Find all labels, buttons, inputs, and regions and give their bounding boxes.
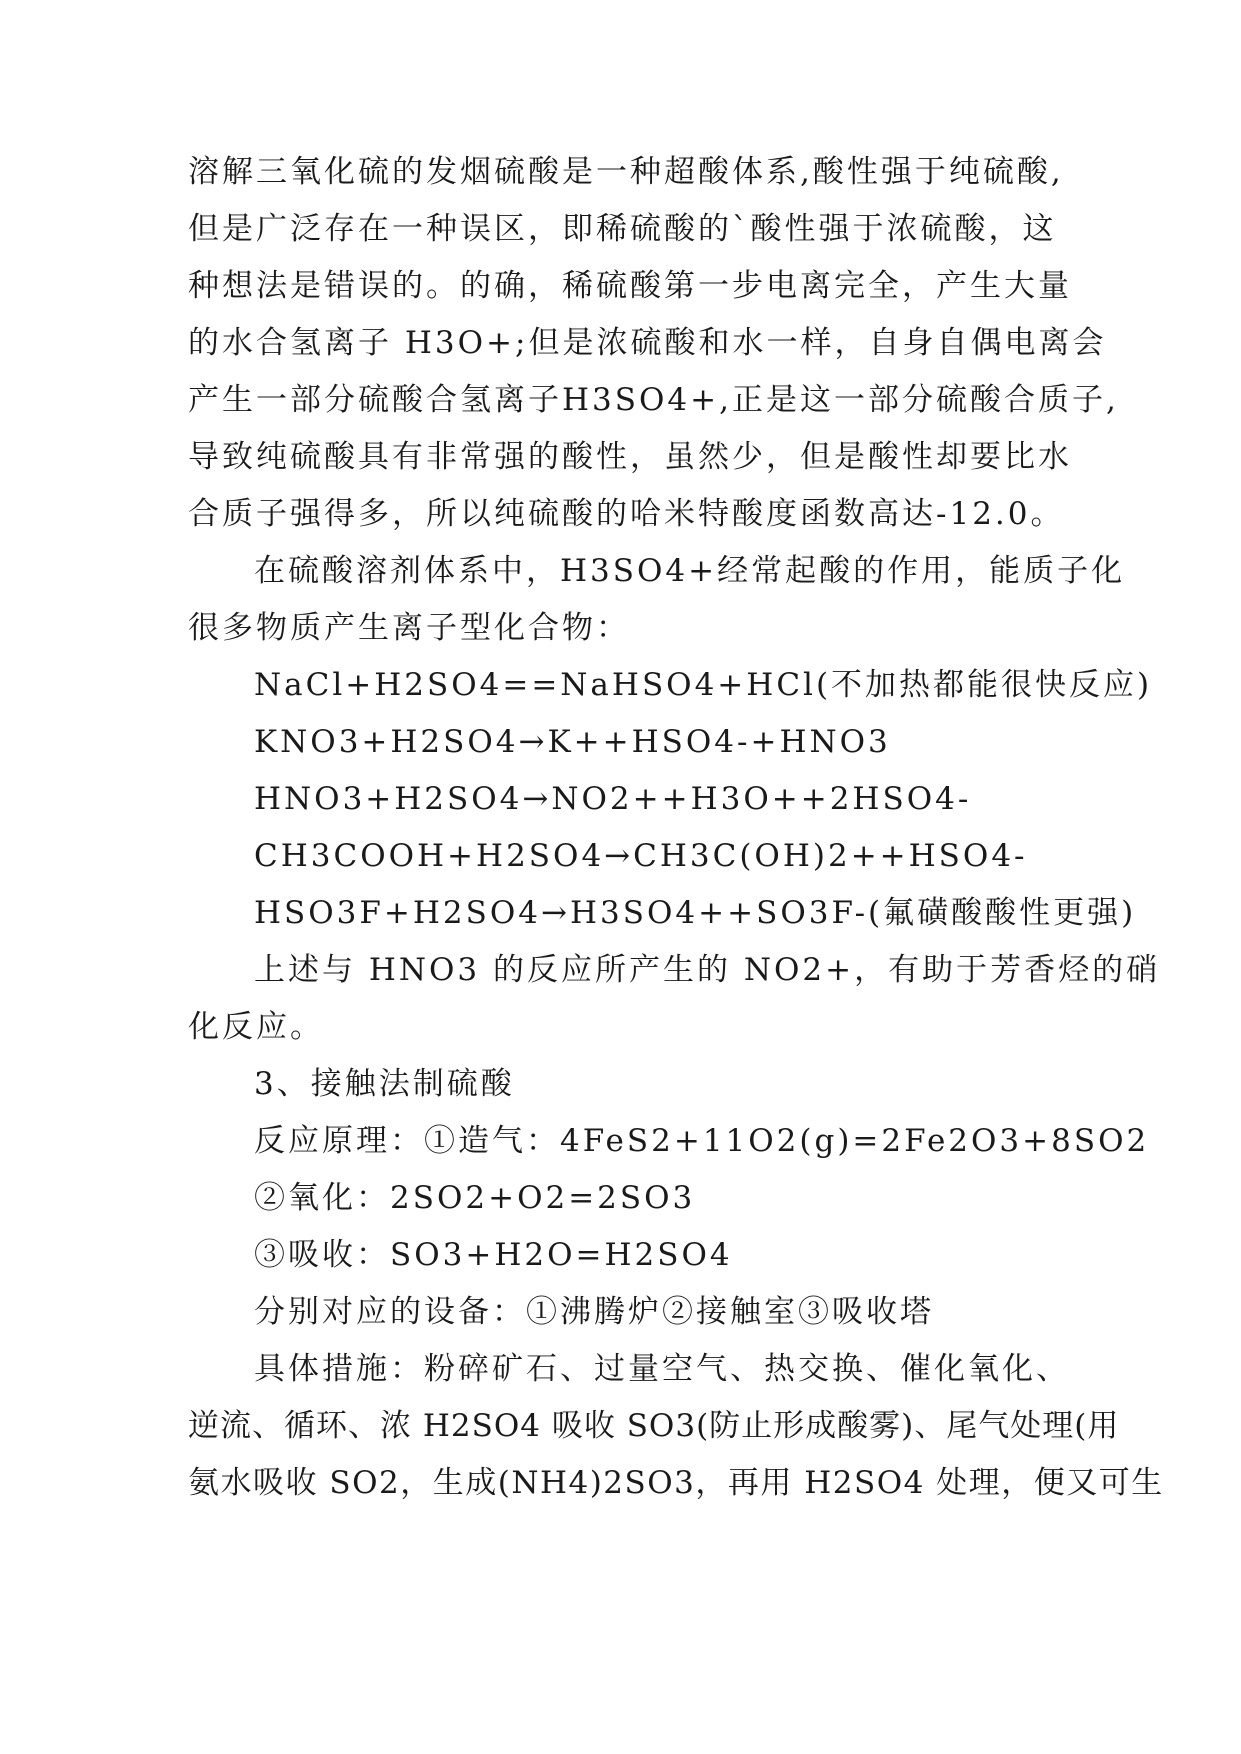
paragraph-line: ③吸收：SO3+H2O=H2SO4 [254,1237,733,1273]
paragraph-line: 产生一部分硫酸合氢离子H3SO4+,正是这一部分硫酸合质子, [188,382,1119,418]
paragraph-line: ②氧化：2SO2+O2=2SO3 [254,1180,696,1216]
paragraph-line: 上述与 HNO3 的反应所产生的 NO2+，有助于芳香烃的硝 [254,952,1161,988]
paragraph-line: 分别对应的设备：①沸腾炉②接触室③吸收塔 [254,1294,934,1330]
paragraph-line: 导致纯硫酸具有非常强的酸性，虽然少，但是酸性却要比水 [188,439,1072,475]
equation-line: HNO3+H2SO4→NO2++H3O++2HSO4- [254,781,972,817]
paragraph-line: 化反应。 [188,1009,324,1045]
paragraph-line: 反应原理：①造气：4FeS2+11O2(g)=2Fe2O3+8SO2 [254,1123,1150,1159]
equation-line: KNO3+H2SO4→K++HSO4-+HNO3 [254,724,891,760]
paragraph-line: 的水合氢离子 H3O+;但是浓硫酸和水一样，自身自偶电离会 [188,325,1107,361]
paragraph-line: 逆流、循环、浓 H2SO4 吸收 SO3(防止形成酸雾)、尾气处理(用 [188,1408,1120,1444]
paragraph-line: 合质子强得多，所以纯硫酸的哈米特酸度函数高达-12.0。 [188,496,1065,532]
paragraph-line: 种想法是错误的。的确，稀硫酸第一步电离完全，产生大量 [188,268,1072,304]
section-heading: 3、接触法制硫酸 [254,1066,515,1102]
paragraph-line: 氨水吸收 SO2，生成(NH4)2SO3，再用 H2SO4 处理，便又可生 [188,1465,1164,1501]
paragraph-line: 具体措施：粉碎矿石、过量空气、热交换、催化氧化、 [254,1351,1070,1387]
paragraph-line: 但是广泛存在一种误区，即稀硫酸的`酸性强于浓硫酸，这 [188,211,1057,247]
equation-line: HSO3F+H2SO4→H3SO4++SO3F-(氟磺酸酸性更强) [254,895,1137,931]
paragraph-line: 溶解三氧化硫的发烟硫酸是一种超酸体系,酸性强于纯硫酸, [188,154,1064,190]
equation-line: NaCl+H2SO4==NaHSO4+HCl(不加热都能很快反应) [254,667,1153,703]
paragraph-line: 在硫酸溶剂体系中，H3SO4+经常起酸的作用，能质子化 [254,553,1126,589]
paragraph-line: 很多物质产生离子型化合物： [188,610,630,646]
equation-line: CH3COOH+H2SO4→CH3C(OH)2++HSO4- [254,838,1028,874]
